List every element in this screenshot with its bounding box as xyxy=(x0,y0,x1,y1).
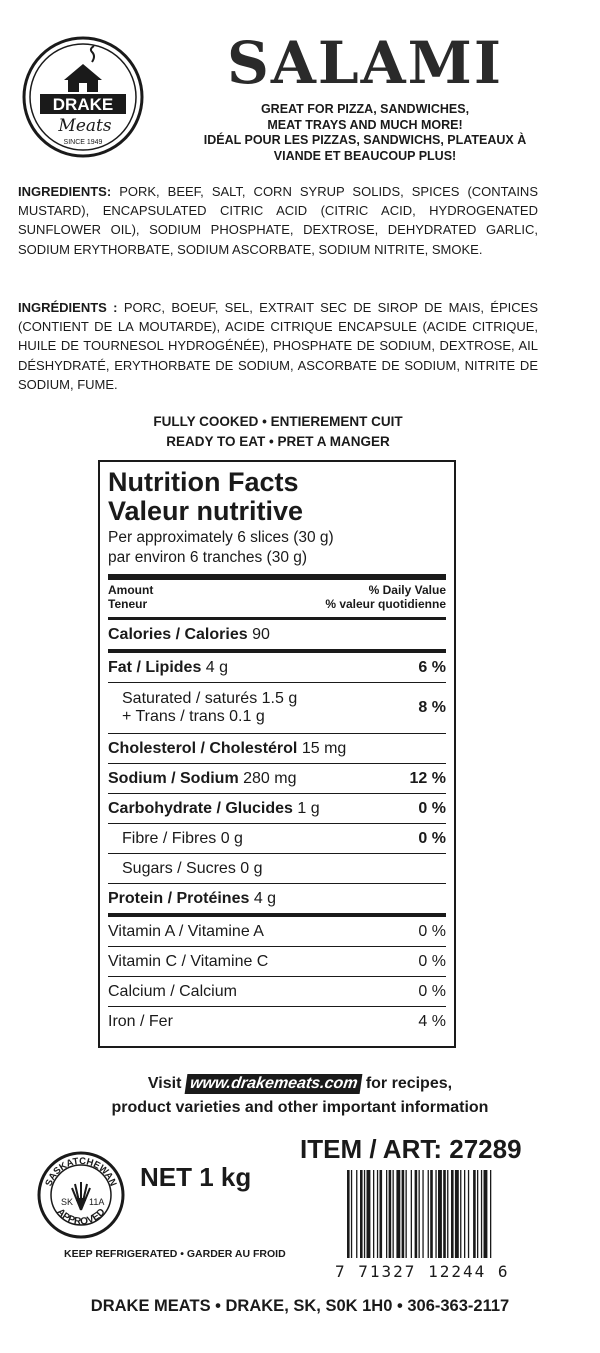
ingredients-french xyxy=(18,298,538,394)
saskatchewan-approved-stamp xyxy=(36,1150,126,1240)
fibre-label: Fibre / Fibres 0 g xyxy=(122,829,243,847)
stamp-sk: SK xyxy=(61,1197,74,1207)
cholesterol-row xyxy=(108,734,446,764)
serving-size-en: Per approximately 6 slices (30 g) xyxy=(108,529,334,546)
visit-website-note xyxy=(0,1072,600,1120)
ingredients-label: INGREDIENTS: xyxy=(18,184,112,199)
vitamin-c-label: Vitamin C / Vitamine C xyxy=(108,952,269,970)
visit-pre: Visit xyxy=(147,1075,182,1092)
barcode-bar xyxy=(473,1170,476,1258)
saturated-fat: Saturated / saturés 1.5 g xyxy=(122,690,298,707)
barcode-bar xyxy=(451,1170,454,1258)
barcode-bar xyxy=(356,1170,357,1258)
barcode-bar xyxy=(386,1170,387,1258)
tagline-line: GREAT FOR PIZZA, SANDWICHES, xyxy=(260,102,470,116)
sugars-row xyxy=(108,854,446,884)
barcode-bar xyxy=(422,1170,423,1258)
stamp-number: 11A xyxy=(89,1197,105,1207)
tagline-line: VIANDE ET BEAUCOUP PLUS! xyxy=(273,148,457,163)
sodium-amount: 280 mg xyxy=(238,769,297,787)
tagline-line: MEAT TRAYS AND MUCH MORE! xyxy=(267,117,463,132)
vitamin-row xyxy=(108,1007,446,1036)
company-address: DRAKE MEATS • DRAKE, SK, S0K 1H0 • 306-363-2117 xyxy=(90,1297,510,1315)
drake-meats-logo xyxy=(22,36,144,158)
protein-amount: 4 g xyxy=(249,889,277,907)
barcode-number: 7 71327 12244 6 xyxy=(335,1262,510,1281)
vitamin-row xyxy=(108,947,446,977)
ingredients-text: PORC, BOEUF, SEL, EXTRAIT SEC DE SIROP DE MAIS, ÉPICES (CONTIENT DE LA MOUTARDE), ACIDE CITRIQUE ENCAPSULE (ACIDE CITRIQUE, HUILE DE TOURNESOL HYDROGÉNÉE), PHOSPHATE DE SODIUM, DEXTROSE, AIL DÉSHYDRATÉ, ERYTHORBATE DE SODIUM, ASCORBATE DE SODIUM, NITRITE DE SODIUM, FUME. xyxy=(18,300,538,392)
vitamin-row xyxy=(108,917,446,947)
carbohydrate-amount: 1 g xyxy=(292,799,320,817)
trans-fat: + Trans / trans 0.1 g xyxy=(122,708,265,725)
calcium-dv: 0 % xyxy=(418,982,446,1000)
visit-post: for recipes, xyxy=(365,1075,453,1092)
logo-brand: DRAKE xyxy=(52,95,114,114)
ingredients-label: INGRÉDIENTS : xyxy=(18,300,118,315)
barcode-bar xyxy=(393,1170,394,1258)
barcode-bar xyxy=(455,1170,459,1258)
fibre-dv: 0 % xyxy=(418,829,446,847)
stamp-bottom: APPROVED xyxy=(54,1206,108,1228)
item-number: ITEM / ART: 27289 xyxy=(300,1134,522,1164)
fat-row xyxy=(108,653,446,683)
ingredients-english xyxy=(18,182,538,259)
calories-value: 90 xyxy=(247,625,270,643)
serving-size-fr: par environ 6 tranches (30 g) xyxy=(108,549,308,566)
tagline xyxy=(185,102,545,164)
barcode-bar xyxy=(402,1170,405,1258)
barcode-bar xyxy=(377,1170,378,1258)
vitamin-row xyxy=(108,977,446,1007)
barcode-bar xyxy=(435,1170,436,1258)
visit-line2: product varieties and other important information xyxy=(111,1099,489,1116)
cholesterol-label: Cholesterol / Cholestérol xyxy=(108,739,298,757)
cholesterol-amount: 15 mg xyxy=(297,739,347,757)
barcode-bar xyxy=(364,1170,365,1258)
nutrition-facts-table xyxy=(98,460,456,1048)
barcode-bar xyxy=(447,1170,448,1258)
daily-value-label-fr: % valeur quotidienne xyxy=(325,597,446,611)
net-weight: NET 1 kg xyxy=(140,1162,252,1192)
barcode-bar xyxy=(443,1170,446,1258)
barcode-bar xyxy=(481,1170,482,1258)
barcode-bar xyxy=(490,1170,491,1258)
logo-since: SINCE 1949 xyxy=(63,139,103,146)
daily-value-label-en: % Daily Value xyxy=(368,583,446,597)
nutrition-title-fr: Valeur nutritive xyxy=(108,496,304,526)
vitamin-c-dv: 0 % xyxy=(418,952,446,970)
ingredients-text: PORK, BEEF, SALT, CORN SYRUP SOLIDS, SPICES (CONTAINS MUSTARD), ENCAPSULATED CITRIC ACID (CITRIC ACID, HYDROGENATED SUNFLOWER OIL), SODIUM PHOSPHATE, DEXTROSE, DEHYDRATED GARLIC, SODIUM ERYTHORBATE, SODIUM ASCORBATE, SODIUM NITRITE, SMOKE. xyxy=(18,184,538,257)
saturated-trans-dv: 8 % xyxy=(418,699,446,716)
nutrition-title-en: Nutrition Facts xyxy=(108,467,299,497)
sodium-dv: 12 % xyxy=(409,769,446,787)
amount-label-en: Amount xyxy=(108,583,154,597)
barcode-bar xyxy=(428,1170,429,1258)
fat-dv: 6 % xyxy=(418,658,446,676)
website-url[interactable]: www.drakemeats.com xyxy=(184,1074,362,1094)
sugars-label: Sugars / Sucres 0 g xyxy=(122,859,263,877)
barcode-bar xyxy=(367,1170,371,1258)
saturated-trans-row xyxy=(108,683,446,734)
barcode-bar xyxy=(460,1170,461,1258)
barcode-bar xyxy=(347,1170,350,1258)
fully-cooked-note: FULLY COOKED • ENTIEREMENT CUIT xyxy=(153,414,403,429)
protein-label: Protein / Protéines xyxy=(108,889,250,907)
barcode-bar xyxy=(360,1170,363,1258)
barcode-bar xyxy=(406,1170,407,1258)
fibre-row xyxy=(108,824,446,854)
tagline-line: IDÉAL POUR LES PIZZAS, SANDWICHS, PLATEAUX À xyxy=(203,133,527,147)
protein-row xyxy=(108,884,446,913)
sodium-row xyxy=(108,764,446,794)
iron-label: Iron / Fer xyxy=(108,1012,173,1030)
vitamin-a-dv: 0 % xyxy=(418,922,446,940)
calories-row xyxy=(108,620,446,650)
calories-label: Calories / Calories xyxy=(108,625,248,643)
fat-amount: 4 g xyxy=(201,658,229,676)
product-title: SALAMI xyxy=(226,29,503,97)
barcode-bar xyxy=(430,1170,433,1258)
amount-header xyxy=(108,580,446,617)
barcode-bar xyxy=(477,1170,478,1258)
keep-refrigerated-note: KEEP REFRIGERATED • GARDER AU FROID xyxy=(64,1248,286,1260)
carbohydrate-row xyxy=(108,794,446,824)
amount-label-fr: Teneur xyxy=(108,597,148,611)
barcode-bar xyxy=(438,1170,442,1258)
fat-label: Fat / Lipides xyxy=(108,658,202,676)
barcode-bar xyxy=(351,1170,352,1258)
barcode-bar xyxy=(484,1170,488,1258)
barcode-bar xyxy=(419,1170,420,1258)
vitamin-a-label: Vitamin A / Vitamine A xyxy=(108,922,264,940)
barcode-bar xyxy=(468,1170,469,1258)
barcode-bar xyxy=(396,1170,400,1258)
barcode-bar xyxy=(380,1170,383,1258)
ready-to-eat-note: READY TO EAT • PRET A MANGER xyxy=(166,434,390,449)
carbohydrate-dv: 0 % xyxy=(418,799,446,817)
barcode xyxy=(345,1170,555,1260)
calcium-label: Calcium / Calcium xyxy=(108,982,237,1000)
barcode-bar xyxy=(464,1170,465,1258)
logo-script: Meats xyxy=(58,116,112,136)
sodium-label: Sodium / Sodium xyxy=(108,769,239,787)
carbohydrate-label: Carbohydrate / Glucides xyxy=(108,799,293,817)
barcode-bar xyxy=(373,1170,374,1258)
barcode-bar xyxy=(411,1170,412,1258)
stamp-top: SASKATCHEWAN xyxy=(43,1155,119,1188)
barcode-bar xyxy=(389,1170,392,1258)
barcode-bar xyxy=(415,1170,418,1258)
iron-dv: 4 % xyxy=(418,1012,446,1030)
